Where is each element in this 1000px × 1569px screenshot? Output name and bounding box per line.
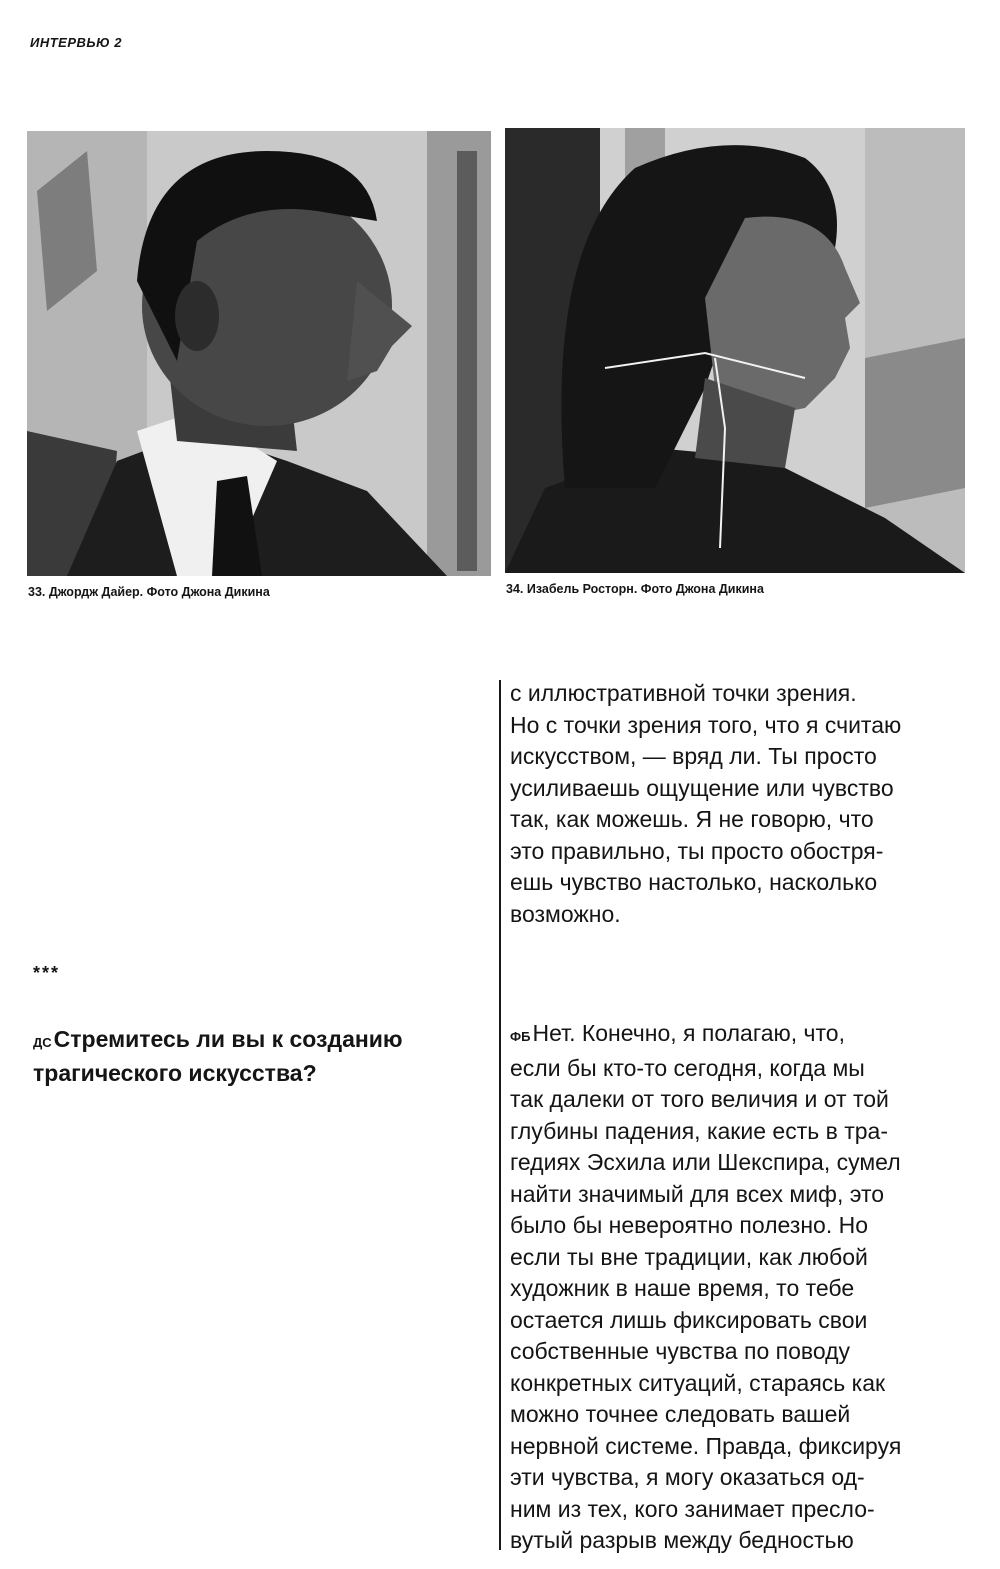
text-line: остается лишь фиксировать свои [510,1306,868,1333]
photo-caption: 34. Изабель Росторн. Фото Джона Дикина [506,582,764,596]
text-line: собственные чувства по поводу [510,1338,851,1364]
text-line: найти значимый для всех миф, это [510,1180,885,1207]
text-line: ешь чувство настолько, насколько [510,869,878,895]
continued-answer [510,678,980,930]
text-line: нервной системе. Правда, фиксируя [510,1432,902,1459]
text-line: вутый разрыв между бедностью [510,1527,854,1553]
column-divider [499,680,501,1550]
interview-answer [510,1018,980,1557]
text-line: с иллюстративной точки зрения. [510,680,857,706]
section-separator: *** [33,963,61,983]
photo-caption: 33. Джордж Дайер. Фото Джона Дикина [28,585,270,599]
interview-question [33,1024,473,1089]
text-line: глубины падения, какие есть в тра- [510,1117,888,1144]
text-line: если ты вне традиции, как любой [510,1243,868,1270]
text-line: можно точнее следовать вашей [510,1401,851,1427]
text-line: гедиях Эсхила или Шекспира, сумел [510,1149,901,1175]
speaker-initials: ДС [33,1035,52,1050]
text-line: так далеки от того величия и от той [510,1086,889,1112]
text-line: конкретных ситуаций, стараясь как [510,1369,886,1396]
text-line: так, как можешь. Я не говорю, что [510,806,874,832]
text-line: возможно. [510,900,621,927]
text-line: усиливаешь ощущение или чувство [510,774,894,801]
photo-george-dyer [27,131,491,576]
text-line: было бы невероятно полезно. Но [510,1212,869,1238]
text-line: ФБНет. Конечно, я полагаю, что, [510,1020,845,1046]
photo-isabel-rawsthorne [505,128,965,573]
question-text: Стремитесь ли вы к созданию трагического искусства? [33,1026,403,1086]
text-line: ним из тех, кого занимает пресло- [510,1495,875,1522]
text-line: эти чувства, я могу оказаться од- [510,1464,865,1490]
text-line: Но с точки зрения того, что я считаю [510,711,902,738]
section-header: ИНТЕРВЬЮ 2 [30,35,123,50]
speaker-initials: ФБ [510,1029,531,1044]
text-line: художник в наше время, то тебе [510,1275,855,1301]
text-line: искусством, — вряд ли. Ты просто [510,743,877,769]
text-line: это правильно, ты просто обостря- [510,837,884,864]
text-line: если бы кто-то сегодня, когда мы [510,1054,865,1081]
